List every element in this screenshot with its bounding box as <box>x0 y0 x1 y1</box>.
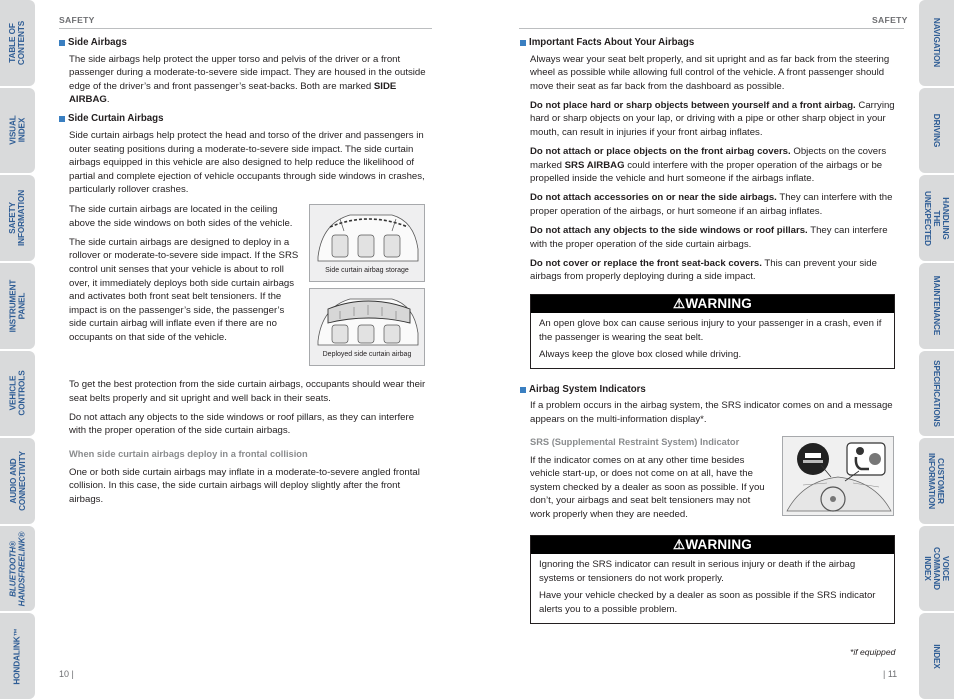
tab-label: BLUETOOTH® HANDSFREELINK® <box>8 531 27 606</box>
curtain-airbags-heading: Side Curtain Airbags <box>59 112 433 126</box>
dashboard-illustration <box>783 437 893 515</box>
curtain-figures <box>309 203 425 366</box>
tab-label: INDEX <box>932 643 941 669</box>
warning-title: ⚠WARNING <box>531 536 894 554</box>
tab-maintenance[interactable] <box>919 263 954 349</box>
frontal-collision-paragraph: One or both side curtain airbags may inflate in a moderate-to-severe angled frontal collision. In this case, the side curtain airbags will deploy slightly after the front airbags. <box>69 466 420 505</box>
tab-handling-unexpected[interactable] <box>919 175 954 261</box>
tab-label: AUDIO AND CONNECTIVITY <box>8 451 27 511</box>
footnote: *if equipped <box>850 647 896 657</box>
warning-line: An open glove box can cause serious injury to your passenger in a crash, even if the passenger is wearing the seat belt. <box>539 318 882 343</box>
car-interior-storage-illustration <box>310 205 424 269</box>
curtain-protection-paragraph: To get the best protection from the side curtain airbags, occupants should wear their seat belts properly and sit upright and well back in their seats. <box>69 379 426 404</box>
fact-item: Do not attach or place objects on the front airbag covers. Objects on the covers marked SRS AIRBAG could interfere with the proper operation of the airbags or be propelled inside the vehicle and hurt someone if the airbags inflate. <box>530 146 887 185</box>
curtain-intro-paragraph: Side curtain airbags help protect the head and torso of the driver and passengers in outer seating positions during a moderate-to-severe side impact. The side curtain airbags equipped in this vehicle are also designed to help reduce the likelihood of partial and complete ejection of vehicle occupants through side windows in crashes, particularly rollover crashes. <box>69 130 425 196</box>
car-interior-deployed-illustration <box>310 289 424 353</box>
left-page-number: 10 | <box>59 669 74 679</box>
curtain-deploy-paragraph: The side curtain airbags are designed to deploy in a rollover or moderate-to-severe side impact. If the SRS control unit senses that your vehicle is about to roll over, it immediately deploys both side curtain airbags and activates both front seat belt tensioners. If the impact is on the passenger’s side, the passenger’s side curtain airbag will inflate even if there are no occupants on that side of the vehicle. <box>69 236 299 343</box>
side-airbags-paragraph: The side airbags help protect the upper torso and pelvis of the driver or a front passenger during a moderate-to-severe side impact. They are housed in the outside edge of the driver’s and front passenger’s seat-backs. Both are marked SIDE AIRBAG. <box>69 53 426 106</box>
srs-warning <box>530 535 895 623</box>
tab-bluetooth-handsfreelink[interactable] <box>0 526 35 612</box>
tab-label: DRIVING <box>931 113 941 148</box>
warning-body <box>531 313 894 368</box>
tab-customer-information[interactable] <box>919 438 954 524</box>
tab-navigation[interactable] <box>919 0 954 86</box>
tab-voice-command-index[interactable] <box>919 526 954 612</box>
warning-line: Ignoring the SRS indicator can result in serious injury or death if the airbag systems or tensioners do not work properly. <box>539 559 856 584</box>
tab-label: SPECIFICATIONS <box>932 359 941 427</box>
tab-label: HONDALINK™ <box>13 628 22 685</box>
fact-item: Do not attach any objects to the side windows or roof pillars. They can interfere with the proper operation of the side curtain airbags. <box>530 225 888 250</box>
tab-driving[interactable] <box>919 88 954 174</box>
fact-item: Do not attach accessories on or near the side airbags. They can interfere with the proper operation of the airbags, or hurt someone if an airbag inflates. <box>530 192 893 218</box>
left-section-tabs <box>0 0 35 699</box>
right-page-content <box>520 36 895 634</box>
curtain-location-paragraph: The side curtain airbags are located in the ceiling above the side windows on both sides of the vehicle. <box>69 204 293 229</box>
curtain-no-objects-paragraph: Do not attach any objects to the side windows or roof pillars, as they can interfere with the proper operation of the side curtain airbags. <box>69 411 415 437</box>
tab-label: VEHICLE CONTROLS <box>8 370 27 416</box>
curtain-figure-block <box>59 203 433 366</box>
side-airbags-heading: Side Airbags <box>59 36 433 50</box>
tab-label: VISUAL INDEX <box>8 115 27 146</box>
figure-caption: Deployed side curtain airbag <box>322 351 412 359</box>
srs-indicator-block <box>520 432 895 527</box>
bullet-square-icon <box>520 40 526 46</box>
facts-intro-paragraph: Always wear your seat belt properly, and sit upright and as far back from the steering wheel as possible while allowing full control of the vehicle. A front passenger should move their seat as far back from the dashboard as possible. <box>530 53 890 92</box>
right-header-rule <box>519 28 904 29</box>
left-header-rule <box>59 28 432 29</box>
warning-triangle-icon: ⚠ <box>673 537 686 553</box>
tab-table-of-contents[interactable] <box>0 0 35 86</box>
curtain-figure-text <box>69 203 301 366</box>
indicators-heading: Airbag System Indicators <box>520 383 895 397</box>
tab-label: NAVIGATION <box>932 18 941 68</box>
facts-heading: Important Facts About Your Airbags <box>520 36 895 50</box>
right-page-number: | 11 <box>883 669 898 679</box>
tab-safety-information[interactable] <box>0 175 35 261</box>
tab-label: MAINTENANCE <box>932 275 941 336</box>
fact-item: Do not cover or replace the front seat-back covers. This can prevent your side airbags from properly deploying during a side impact. <box>530 257 877 283</box>
tab-visual-index[interactable] <box>0 88 35 174</box>
tab-label: INSTRUMENT PANEL <box>8 279 27 333</box>
srs-indicator-text <box>530 432 770 527</box>
bullet-square-icon <box>520 387 526 393</box>
right-section-tabs <box>919 0 954 699</box>
dashboard-indicator-figure <box>782 436 894 516</box>
warning-triangle-icon: ⚠ <box>673 296 686 311</box>
curtain-storage-figure <box>309 204 425 282</box>
left-page-content <box>59 36 433 512</box>
srs-indicator-paragraph: If the indicator comes on at any other time besides vehicle start-up, or does not come on at all, have the system checked by a dealer as soon as possible. If you don’t, your airbags and seat belt tensioners may not work properly when they are needed. <box>530 454 765 521</box>
left-page-header: SAFETY <box>59 15 95 25</box>
warning-title: ⚠WARNING <box>531 295 894 313</box>
tab-label: HANDLING THE UNEXPECTED <box>923 190 950 246</box>
bullet-square-icon <box>59 116 65 122</box>
tab-hondalink[interactable] <box>0 613 35 699</box>
tab-label: VOICE COMMAND INDEX <box>923 547 950 591</box>
srs-indicator-heading: SRS (Supplemental Restraint System) Indicator <box>530 437 740 448</box>
tab-instrument-panel[interactable] <box>0 263 35 349</box>
tab-index[interactable] <box>919 613 954 699</box>
indicators-intro-paragraph: If a problem occurs in the airbag system, the SRS indicator comes on and a message appears on the multi-information display*. <box>530 400 893 425</box>
warning-line: Always keep the glove box closed while driving. <box>539 349 742 361</box>
curtain-deployed-figure <box>309 288 425 366</box>
tab-label: SAFETY INFORMATION <box>8 190 27 247</box>
figure-caption: Side curtain airbag storage <box>325 267 409 275</box>
tab-label: TABLE OF CONTENTS <box>8 20 27 65</box>
frontal-collision-heading: When side curtain airbags deploy in a frontal collision <box>69 448 308 459</box>
right-page-header: SAFETY <box>872 15 908 25</box>
tab-vehicle-controls[interactable] <box>0 351 35 437</box>
bullet-square-icon <box>59 40 65 46</box>
warning-body <box>531 554 894 622</box>
tab-label: CUSTOMER INFORMATION <box>927 452 946 509</box>
glove-box-warning <box>530 294 895 369</box>
tab-audio-connectivity[interactable] <box>0 438 35 524</box>
warning-line: Have your vehicle checked by a dealer as soon as possible if the SRS indicator alerts you to a possible problem. <box>539 590 876 615</box>
tab-specifications[interactable] <box>919 351 954 437</box>
fact-item: Do not place hard or sharp objects between yourself and a front airbag. Carrying hard or sharp objects on your lap, or driving with a pipe or other sharp object in your mouth, can result in injuries if your front airbag inflates. <box>530 99 895 139</box>
